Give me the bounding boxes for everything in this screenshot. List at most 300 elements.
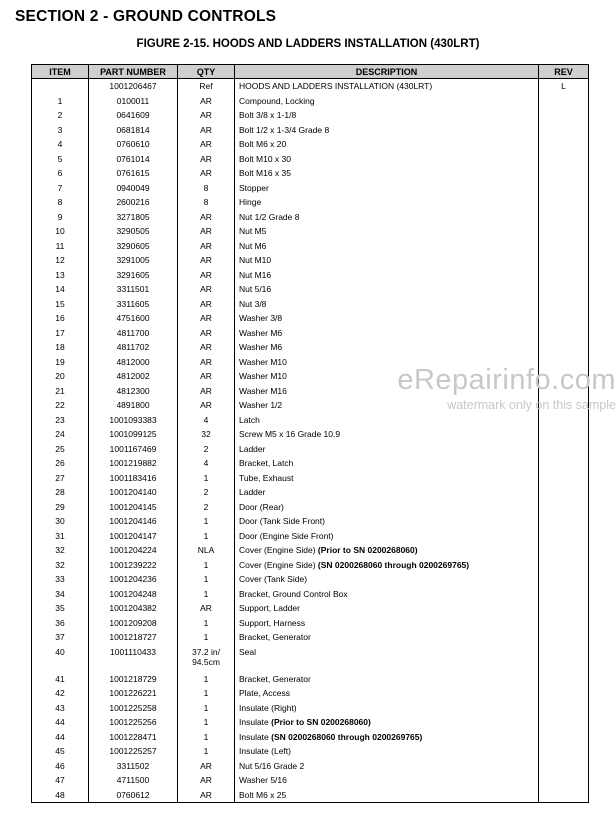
part-number-cell: 0641609 [89, 108, 178, 123]
table-row [32, 759, 589, 774]
part-number-cell: 0760610 [89, 137, 178, 152]
description-cell: Nut 5/16 [235, 282, 539, 297]
header-rev: REV [539, 65, 589, 79]
qty-cell: 1 [178, 715, 235, 730]
rev-cell [539, 744, 589, 759]
serial-range-note: (SN 0200268060 through 0200269765) [271, 731, 423, 742]
section-title: SECTION 2 - GROUND CONTROLS [15, 8, 277, 25]
table-row [32, 601, 589, 616]
part-number-cell: 1001209208 [89, 616, 178, 631]
part-number-cell: 4711500 [89, 773, 178, 788]
rev-cell [539, 672, 589, 687]
item-cell: 6 [32, 166, 89, 181]
rev-cell [539, 123, 589, 138]
part-number-cell: 1001204224 [89, 543, 178, 558]
table-row [32, 413, 589, 428]
table-row [32, 268, 589, 283]
part-number-cell: 1001204382 [89, 601, 178, 616]
qty-cell: 1 [178, 471, 235, 486]
part-number-cell: 3291605 [89, 268, 178, 283]
rev-cell [539, 456, 589, 471]
description-cell: Bolt 1/2 x 1-3/4 Grade 8 [235, 123, 539, 138]
rev-cell [539, 529, 589, 544]
item-cell: 22 [32, 398, 89, 413]
rev-cell [539, 514, 589, 529]
part-number-cell: 1001218727 [89, 630, 178, 645]
rev-cell [539, 152, 589, 167]
part-number-cell: 4812300 [89, 384, 178, 399]
figure-title: FIGURE 2-15. HOODS AND LADDERS INSTALLATION (430LRT) [136, 38, 480, 50]
table-row [32, 485, 589, 500]
serial-range-note: (Prior to SN 0200268060) [317, 545, 418, 555]
part-number-cell: 4812000 [89, 355, 178, 370]
qty-cell: AR [178, 355, 235, 370]
table-row [32, 730, 589, 745]
item-cell: 30 [32, 514, 89, 529]
description-cell: Washer 3/8 [235, 311, 539, 326]
item-cell: 1 [32, 94, 89, 109]
table-row [32, 79, 589, 94]
description-cell [235, 543, 539, 558]
table-row [32, 340, 589, 355]
rev-cell [539, 181, 589, 196]
description-cell: Compound, Locking [235, 94, 539, 109]
description-cell: Washer M6 [235, 340, 539, 355]
part-number-cell: 3291005 [89, 253, 178, 268]
rev-cell [539, 268, 589, 283]
qty-cell: AR [178, 108, 235, 123]
item-cell: 3 [32, 123, 89, 138]
table-row [32, 326, 589, 341]
part-number-cell: 3290505 [89, 224, 178, 239]
table-row [32, 543, 589, 558]
serial-range-note: (Prior to SN 0200268060) [271, 717, 371, 727]
table-row [32, 239, 589, 254]
part-number-cell: 1001204236 [89, 572, 178, 587]
part-number-cell: 4811702 [89, 340, 178, 355]
qty-cell: 8 [178, 195, 235, 210]
item-cell: 5 [32, 152, 89, 167]
description-cell: Hinge [235, 195, 539, 210]
item-cell: 29 [32, 500, 89, 515]
qty-cell: AR [178, 253, 235, 268]
item-cell: 19 [32, 355, 89, 370]
table-row [32, 773, 589, 788]
part-number-cell: 1001204248 [89, 587, 178, 602]
part-number-cell: 1001204146 [89, 514, 178, 529]
item-cell: 48 [32, 788, 89, 803]
item-cell: 12 [32, 253, 89, 268]
description-text: Cover (Engine Side) [239, 559, 318, 570]
table-row [32, 166, 589, 181]
item-cell [32, 79, 89, 94]
qty-cell: 1 [178, 672, 235, 687]
rev-cell: L [539, 79, 589, 94]
header-qty: QTY [178, 65, 235, 79]
item-cell: 23 [32, 413, 89, 428]
rev-cell [539, 630, 589, 645]
description-cell: Nut M6 [235, 239, 539, 254]
table-row [32, 311, 589, 326]
part-number-cell: 4891800 [89, 398, 178, 413]
rev-cell [539, 166, 589, 181]
qty-cell: AR [178, 239, 235, 254]
item-cell: 32 [32, 543, 89, 558]
part-number-cell: 3271805 [89, 210, 178, 225]
table-row [32, 137, 589, 152]
table-row [32, 471, 589, 486]
table-row [32, 94, 589, 109]
item-cell: 45 [32, 744, 89, 759]
qty-cell: 1 [178, 701, 235, 716]
qty-cell: AR [178, 152, 235, 167]
rev-cell [539, 239, 589, 254]
description-cell: Bolt M6 x 20 [235, 137, 539, 152]
table-row [32, 195, 589, 210]
rev-cell [539, 195, 589, 210]
description-cell: Bracket, Generator [235, 672, 539, 687]
description-cell: Nut M16 [235, 268, 539, 283]
description-cell: Washer M16 [235, 384, 539, 399]
qty-cell: 1 [178, 630, 235, 645]
description-cell: Bracket, Latch [235, 456, 539, 471]
item-cell: 27 [32, 471, 89, 486]
item-cell: 33 [32, 572, 89, 587]
item-cell: 31 [32, 529, 89, 544]
header-description: DESCRIPTION [235, 65, 539, 79]
rev-cell [539, 137, 589, 152]
rev-cell [539, 730, 589, 745]
rev-cell [539, 759, 589, 774]
rev-cell [539, 253, 589, 268]
rev-cell [539, 384, 589, 399]
description-cell: Door (Tank Side Front) [235, 514, 539, 529]
table-row [32, 686, 589, 701]
rev-cell [539, 427, 589, 442]
rev-cell [539, 355, 589, 370]
description-cell [235, 730, 539, 745]
part-number-cell: 0100011 [89, 94, 178, 109]
description-cell: Cover (Tank Side) [235, 572, 539, 587]
item-cell: 18 [32, 340, 89, 355]
qty-cell: 4 [178, 456, 235, 471]
description-cell: Plate, Access [235, 686, 539, 701]
table-row [32, 701, 589, 716]
table-row [32, 384, 589, 399]
item-cell: 44 [32, 715, 89, 730]
table-row [32, 108, 589, 123]
qty-cell: AR [178, 297, 235, 312]
description-cell: Nut 5/16 Grade 2 [235, 759, 539, 774]
description-cell: Nut M10 [235, 253, 539, 268]
rev-cell [539, 398, 589, 413]
table-row [32, 282, 589, 297]
parts-table-body [32, 79, 589, 803]
parts-table [31, 64, 589, 803]
description-cell: Insulate (Left) [235, 744, 539, 759]
table-row [32, 744, 589, 759]
item-cell: 8 [32, 195, 89, 210]
item-cell: 42 [32, 686, 89, 701]
item-cell: 32 [32, 558, 89, 573]
part-number-cell: 3311502 [89, 759, 178, 774]
description-cell: Washer M10 [235, 355, 539, 370]
item-cell: 43 [32, 701, 89, 716]
part-number-cell: 1001226221 [89, 686, 178, 701]
part-number-cell: 4751600 [89, 311, 178, 326]
description-text: Insulate [239, 731, 272, 742]
qty-cell: 1 [178, 686, 235, 701]
part-number-cell: 1001167469 [89, 442, 178, 457]
description-cell: Bracket, Generator [235, 630, 539, 645]
qty-cell: 1 [178, 587, 235, 602]
qty-cell: 1 [178, 514, 235, 529]
description-cell: Nut 3/8 [235, 297, 539, 312]
qty-cell: AR [178, 224, 235, 239]
table-row [32, 587, 589, 602]
rev-cell [539, 500, 589, 515]
part-number-cell: 1001099125 [89, 427, 178, 442]
qty-cell: AR [178, 788, 235, 803]
table-row [32, 152, 589, 167]
qty-cell: Ref [178, 79, 235, 94]
part-number-cell: 1001225257 [89, 744, 178, 759]
description-cell: Ladder [235, 485, 539, 500]
header-item: ITEM [32, 65, 89, 79]
table-row [32, 514, 589, 529]
qty-cell: AR [178, 210, 235, 225]
qty-cell: 1 [178, 529, 235, 544]
table-row [32, 369, 589, 384]
table-row [32, 456, 589, 471]
table-row [32, 500, 589, 515]
table-row [32, 645, 589, 672]
table-header-row [32, 65, 589, 79]
part-number-cell: 0681814 [89, 123, 178, 138]
rev-cell [539, 108, 589, 123]
item-cell: 15 [32, 297, 89, 312]
rev-cell [539, 326, 589, 341]
table-row [32, 442, 589, 457]
rev-cell [539, 645, 589, 672]
qty-cell: AR [178, 282, 235, 297]
table-row [32, 630, 589, 645]
rev-cell [539, 701, 589, 716]
item-cell: 46 [32, 759, 89, 774]
item-cell: 16 [32, 311, 89, 326]
qty-cell: AR [178, 268, 235, 283]
watermark-sub-text: watermark only on this sample [447, 398, 616, 412]
description-cell: Nut 1/2 Grade 8 [235, 210, 539, 225]
rev-cell [539, 601, 589, 616]
item-cell: 36 [32, 616, 89, 631]
item-cell: 24 [32, 427, 89, 442]
rev-cell [539, 773, 589, 788]
part-number-cell: 1001204147 [89, 529, 178, 544]
item-cell: 41 [32, 672, 89, 687]
table-row [32, 558, 589, 573]
part-number-cell: 3311605 [89, 297, 178, 312]
qty-cell: 2 [178, 442, 235, 457]
rev-cell [539, 94, 589, 109]
qty-cell: 1 [178, 730, 235, 745]
qty-cell: 4 [178, 413, 235, 428]
item-cell: 17 [32, 326, 89, 341]
qty-cell: AR [178, 773, 235, 788]
part-number-cell: 1001110433 [89, 645, 178, 672]
item-cell: 35 [32, 601, 89, 616]
rev-cell [539, 369, 589, 384]
description-cell: Bolt 3/8 x 1-1/8 [235, 108, 539, 123]
part-number-cell: 0761615 [89, 166, 178, 181]
part-number-cell: 1001228471 [89, 730, 178, 745]
description-text: Insulate [239, 717, 272, 727]
description-cell: Bolt M6 x 25 [235, 788, 539, 803]
qty-cell: NLA [178, 543, 235, 558]
part-number-cell: 1001225256 [89, 715, 178, 730]
part-number-cell: 2600216 [89, 195, 178, 210]
qty-cell: 1 [178, 744, 235, 759]
item-cell: 14 [32, 282, 89, 297]
table-row [32, 181, 589, 196]
rev-cell [539, 616, 589, 631]
description-cell: Nut M5 [235, 224, 539, 239]
part-number-cell: 1001239222 [89, 558, 178, 573]
qty-cell: 1 [178, 616, 235, 631]
description-cell: Washer 5/16 [235, 773, 539, 788]
rev-cell [539, 715, 589, 730]
item-cell: 26 [32, 456, 89, 471]
part-number-cell: 1001219882 [89, 456, 178, 471]
part-number-cell: 0940049 [89, 181, 178, 196]
item-cell: 7 [32, 181, 89, 196]
description-cell: Seal [235, 645, 539, 672]
qty-cell: 2 [178, 485, 235, 500]
item-cell: 13 [32, 268, 89, 283]
rev-cell [539, 413, 589, 428]
item-cell: 20 [32, 369, 89, 384]
description-cell: Tube, Exhaust [235, 471, 539, 486]
rev-cell [539, 485, 589, 500]
rev-cell [539, 686, 589, 701]
qty-cell: AR [178, 759, 235, 774]
qty-cell: AR [178, 384, 235, 399]
table-row [32, 253, 589, 268]
rev-cell [539, 311, 589, 326]
rev-cell [539, 471, 589, 486]
qty-cell: AR [178, 137, 235, 152]
qty-cell: 1 [178, 572, 235, 587]
item-cell: 9 [32, 210, 89, 225]
part-number-cell: 3311501 [89, 282, 178, 297]
rev-cell [539, 282, 589, 297]
part-number-cell: 1001206467 [89, 79, 178, 94]
rev-cell [539, 558, 589, 573]
rev-cell [539, 210, 589, 225]
rev-cell [539, 297, 589, 312]
table-row [32, 224, 589, 239]
description-cell: Bracket, Ground Control Box [235, 587, 539, 602]
part-number-cell: 1001183416 [89, 471, 178, 486]
table-row [32, 616, 589, 631]
description-cell: Washer M6 [235, 326, 539, 341]
item-cell: 2 [32, 108, 89, 123]
part-number-cell: 3290605 [89, 239, 178, 254]
rev-cell [539, 442, 589, 457]
item-cell: 21 [32, 384, 89, 399]
qty-cell: AR [178, 326, 235, 341]
qty-cell: AR [178, 369, 235, 384]
item-cell: 4 [32, 137, 89, 152]
item-cell: 10 [32, 224, 89, 239]
description-cell: Washer M10 [235, 369, 539, 384]
table-row [32, 427, 589, 442]
qty-cell: 32 [178, 427, 235, 442]
item-cell: 11 [32, 239, 89, 254]
description-cell: Latch [235, 413, 539, 428]
table-row [32, 398, 589, 413]
qty-cell: AR [178, 398, 235, 413]
qty-cell: AR [178, 311, 235, 326]
description-cell: Insulate (Right) [235, 701, 539, 716]
part-number-cell: 1001225258 [89, 701, 178, 716]
description-cell: Door (Engine Side Front) [235, 529, 539, 544]
rev-cell [539, 224, 589, 239]
part-number-cell: 0760612 [89, 788, 178, 803]
table-row [32, 355, 589, 370]
rev-cell [539, 340, 589, 355]
part-number-cell: 1001093383 [89, 413, 178, 428]
description-cell: Door (Rear) [235, 500, 539, 515]
qty-cell: 37.2 in/ 94.5cm [178, 645, 235, 672]
qty-cell: 2 [178, 500, 235, 515]
qty-cell: AR [178, 123, 235, 138]
part-number-cell: 0761014 [89, 152, 178, 167]
description-cell: Stopper [235, 181, 539, 196]
part-number-cell: 4812002 [89, 369, 178, 384]
qty-cell: 8 [178, 181, 235, 196]
table-row [32, 123, 589, 138]
item-cell: 25 [32, 442, 89, 457]
table-row [32, 572, 589, 587]
part-number-cell: 1001218729 [89, 672, 178, 687]
table-row [32, 715, 589, 730]
qty-cell: AR [178, 340, 235, 355]
description-cell: Washer 1/2 [235, 398, 539, 413]
table-row [32, 788, 589, 803]
description-cell: Bolt M16 x 35 [235, 166, 539, 181]
description-cell [235, 558, 539, 573]
rev-cell [539, 572, 589, 587]
rev-cell [539, 788, 589, 803]
description-cell [235, 715, 539, 730]
qty-cell: 1 [178, 558, 235, 573]
serial-range-note: (SN 0200268060 through 0200269765) [317, 559, 470, 570]
table-row [32, 297, 589, 312]
qty-cell: AR [178, 166, 235, 181]
description-cell: Support, Ladder [235, 601, 539, 616]
description-text: Cover (Engine Side) [239, 545, 318, 555]
description-cell: Support, Harness [235, 616, 539, 631]
part-number-cell: 1001204145 [89, 500, 178, 515]
item-cell: 28 [32, 485, 89, 500]
description-cell: HOODS AND LADDERS INSTALLATION (430LRT) [235, 79, 539, 94]
table-row [32, 210, 589, 225]
item-cell: 44 [32, 730, 89, 745]
item-cell: 47 [32, 773, 89, 788]
part-number-cell: 1001204140 [89, 485, 178, 500]
item-cell: 40 [32, 645, 89, 672]
